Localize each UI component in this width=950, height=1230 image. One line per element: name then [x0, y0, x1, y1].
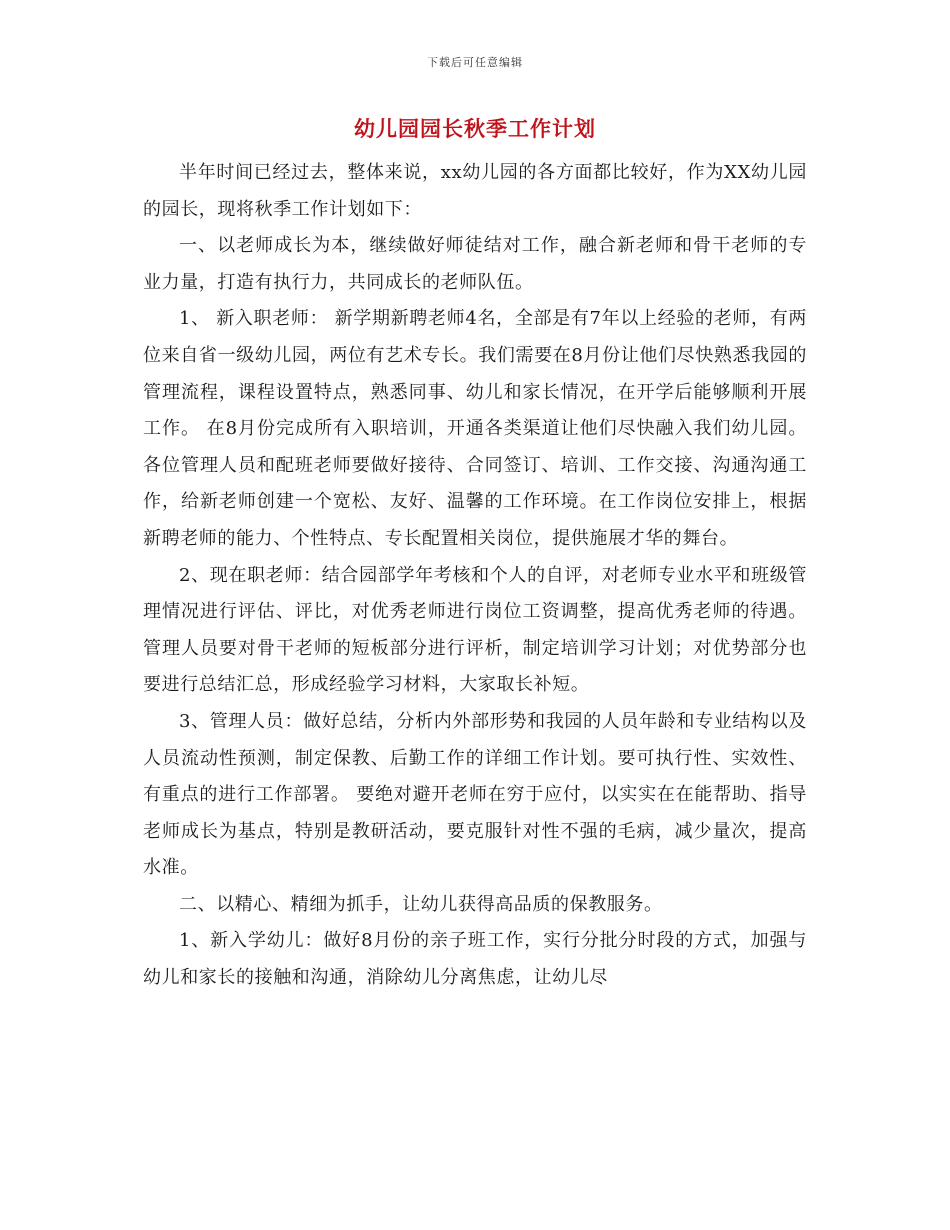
- paragraph-management: 3、管理人员：做好总结，分析内外部形势和我园的人员年龄和专业结构以及人员流动性预测，制定保教、后勤工作的详细工作计划。要可执行性、实效性、有重点的进行工作部署。 要绝对避开老师在穷于应付，以实实在在能帮助、指导老师成长为基点，特别是教研活动，要克服针对性不强的毛病，减少量次，提高水准。: [143, 710, 807, 879]
- paragraph-section-two: 二、以精心、精细为抓手，让幼儿获得高品质的保教服务。: [179, 893, 663, 915]
- paragraph-section-one: 一、以老师成长为本，继续做好师徒结对工作，融合新老师和骨干老师的专业力量，打造有执行力，共同成长的老师队伍。: [143, 235, 807, 293]
- paragraph-current-teachers: 2、现在职老师：结合园部学年考核和个人的自评，对老师专业水平和班级管理情况进行评估、评比，对优秀老师进行岗位工资调整，提高优秀老师的待遇。管理人员要对骨干老师的短板部分进行评析，制定培训学习计划；对优势部分也要进行总结汇总，形成经验学习材料，大家取长补短。: [143, 564, 807, 696]
- header-note: 下载后可任意编辑: [427, 56, 523, 69]
- paragraph-new-children: 1、新入学幼儿：做好8月份的亲子班工作，实行分批分时段的方式，加强与幼儿和家长的接触和沟通，消除幼儿分离焦虑，让幼儿尽: [143, 930, 807, 989]
- document-body: [143, 155, 807, 997]
- paragraph-new-teachers: 1、 新入职老师： 新学期新聘老师4名，全部是有7年以上经验的老师，有两位来自省一级幼儿园，两位有艺术专长。我们需要在8月份让他们尽快熟悉我园的管理流程，课程设置特点，熟悉同事、幼儿和家长情况，在开学后能够顺利开展工作。 在8月份完成所有入职培训，开通各类渠道让他们尽快融入我们幼儿园。各位管理人员和配班老师要做好接待、合同签订、培训、工作交接、沟通沟通工作，给新老师创建一个宽松、友好、温馨的工作环境。在工作岗位安排上，根据新聘老师的能力、个性特点、专长配置相关岗位，提供施展才华的舞台。: [143, 308, 807, 549]
- document-title: 幼儿园园长秋季工作计划: [354, 116, 596, 141]
- paragraph-intro: 半年时间已经过去，整体来说，xx幼儿园的各方面都比较好，作为XX幼儿园的园长，现将秋季工作计划如下：: [143, 162, 807, 220]
